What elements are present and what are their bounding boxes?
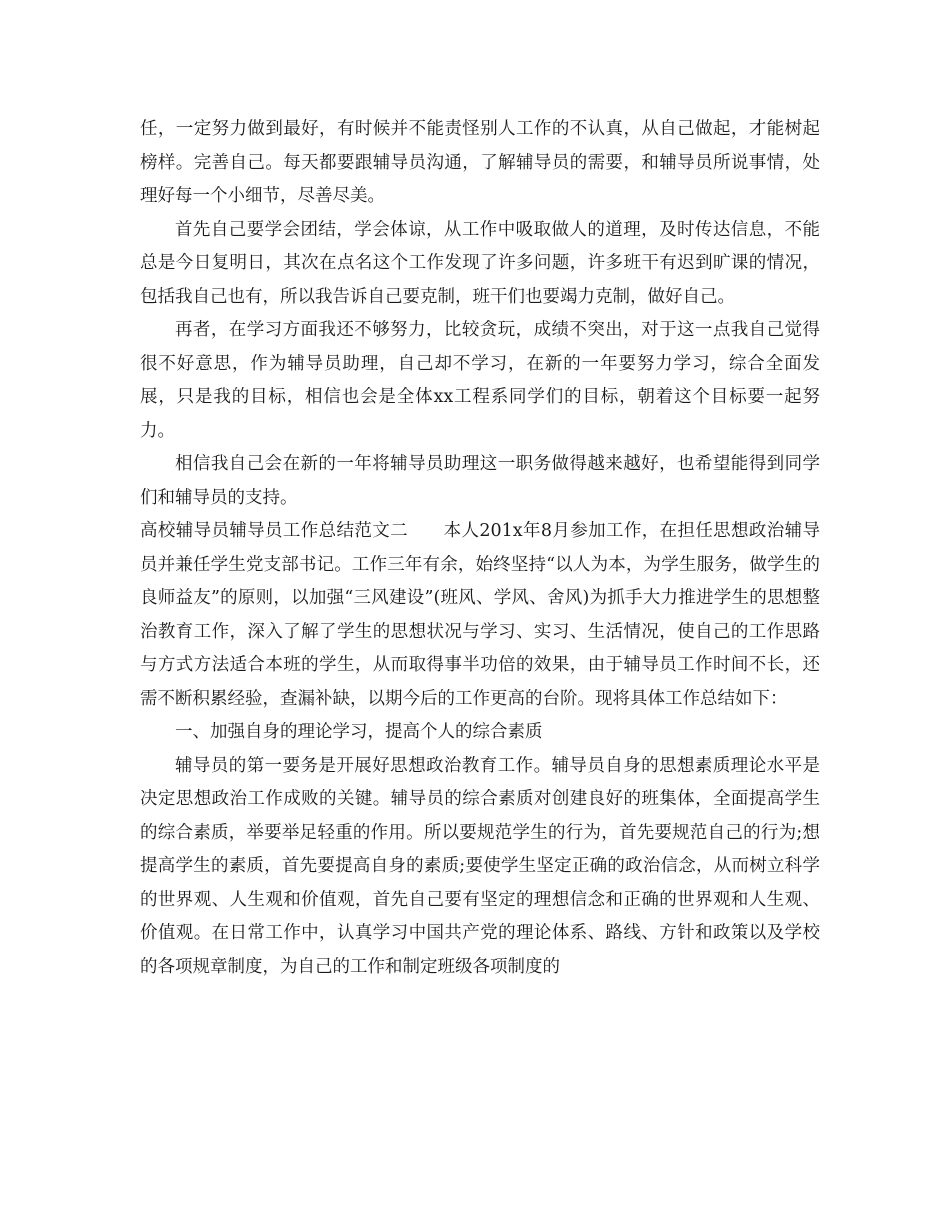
paragraph-unity: 首先自己要学会团结，学会体谅，从工作中吸取做人的道理，及时传达信息，不能总是今日复明日，其次在点名这个工作发现了许多问题，许多班干有迟到旷课的情况，包括我自己也有，所以我告诉自己要克制，班干们也要竭力克制，做好自己。 — [140, 219, 820, 307]
document-body — [140, 113, 820, 984]
paragraph-hope: 相信我自己会在新的一年将辅导员助理这一职务做得越来越好，也希望能得到同学们和辅导员的支持。 — [140, 454, 820, 508]
section-heading-one: 一、加强自身的理论学习，提高个人的综合素质 — [175, 722, 543, 742]
paragraph-study: 再者，在学习方面我还不够努力，比较贪玩，成绩不突出，对于这一点我自己觉得很不好意思，作为辅导员助理，自己却不学习，在新的一年要努力学习，综合全面发展，只是我的目标，相信也会是全体xx工程系同学们的目标，朝着这个目标要一起努力。 — [140, 320, 820, 441]
paragraph-continued: 任，一定努力做到最好，有时候并不能责怪别人工作的不认真，从自己做起，才能树起榜样。完善自己。每天都要跟辅导员沟通，了解辅导员的需要，和辅导员所说事情，处理好每一个小细节，尽善尽美。 — [140, 119, 820, 206]
paragraph-sample-two: 高校辅导员辅导员工作总结范文二 本人201x年8月参加工作，在担任思想政治辅导员并兼任学生党支部书记。工作三年有余，始终坚持“以人为本，为学生服务，做学生的良师益友”的原则，以加强“三风建设”(班风、学风、舍风)为抓手大力推进学生的思想整治教育工作，深入了解了学生的思想状况与学习、实习、生活情况，使自己的工作思路与方式方法适合本班的学生，从而取得事半功倍的效果，由于辅导员工作时间不长，还需不断积累经验，查漏补缺，以期今后的工作更高的台阶。现将具体工作总结如下： — [140, 521, 820, 709]
paragraph-theory: 辅导员的第一要务是开展好思想政治教育工作。辅导员自身的思想素质理论水平是决定思想政治工作成败的关键。辅导员的综合素质对创建良好的班集体，全面提高学生的综合素质，举要举足轻重的作用。所以要规范学生的行为，首先要规范自己的行为;想提高学生的素质，首先要提高自身的素质;要使学生坚定正确的政治信念，从而树立科学的世界观、人生观和价值观，首先自己要有坚定的理想信念和正确的世界观和人生观、价值观。在日常工作中，认真学习中国共产党的理论体系、路线、方针和政策以及学校的各项规章制度，为自己的工作和制定班级各项制度的 — [140, 755, 820, 977]
